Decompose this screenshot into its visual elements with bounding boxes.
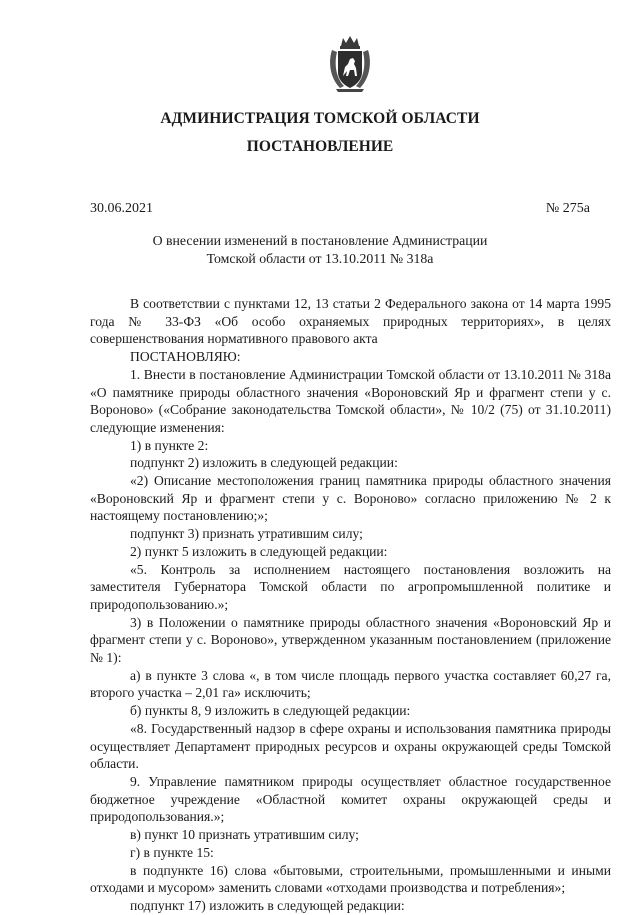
organization-title: АДМИНИСТРАЦИЯ ТОМСКОЙ ОБЛАСТИ — [160, 110, 480, 127]
paragraph: а) в пункте 3 слова «, в том числе площадь первого участка составляет 60,27 га, второго участка – 2,01 га» исключить; — [90, 667, 611, 701]
paragraph: подпункт 17) изложить в следующей редакции: — [130, 897, 405, 913]
paragraph: в подпункте 16) слова «бытовыми, строительными, промышленными и иными отходами и мусором» заменить словами «отходами производства и потребления»; — [90, 862, 611, 896]
paragraph: 9. Управление памятником природы осуществляет областное государственное бюджетное учреждение «Областной комитет охраны окружающей среды и природопользования.»; — [90, 773, 611, 825]
paragraph: 1. Внести в постановление Администрации Томской области от 13.10.2011 № 318а «О памятнике природы областного значения «Вороновский Яр и фрагмент степи у с. Вороново» («Собрание законодательства Томской области», № 10/2 (75) от 31.10.2011) следующие изменения: — [90, 366, 611, 435]
paragraph: «8. Государственный надзор в сфере охраны и использования памятника природы осуществляет Департамент природных ресурсов и охраны окружающей среды Томской области. — [90, 720, 611, 772]
document-number: № 275а — [545, 201, 590, 216]
paragraph: 1) в пункте 2: — [130, 437, 209, 453]
document-body — [90, 295, 611, 915]
paragraph: 2) пункт 5 изложить в следующей редакции: — [130, 543, 388, 559]
document-date: 30.06.2021 — [90, 201, 153, 216]
subject-line-2: Томской области от 13.10.2011 № 318а — [206, 251, 434, 266]
paragraph: г) в пункте 15: — [130, 844, 214, 860]
paragraph: «2) Описание местоположения границ памятника природы областного значения «Вороновский Яр и фрагмент степи у с. Вороново» согласно приложению № 2 к настоящему постановлению;»; — [90, 473, 611, 524]
document-type-title: ПОСТАНОВЛЕНИЕ — [246, 138, 394, 155]
paragraph: подпункт 2) изложить в следующей редакции: — [130, 455, 398, 471]
paragraph: 3) в Положении о памятнике природы областного значения «Вороновский Яр и фрагмент степи у с. Вороново», утвержденном указанным постановлением (приложение № 1): — [90, 614, 611, 666]
paragraph: «5. Контроль за исполнением настоящего постановления возложить на заместителя Губернатора Томской области по агропромышленной политике и природопользованию.»; — [90, 561, 611, 612]
paragraph: В соответствии с пунктами 12, 13 статьи 2 Федерального закона от 14 марта 1995 года № 33-ФЗ «Об особо охраняемых природных территориях», в целях совершенствования нормативного правового акта — [90, 296, 611, 347]
coat-of-arms-icon — [326, 34, 374, 94]
paragraph-resolve: ПОСТАНОВЛЯЮ: — [130, 349, 241, 365]
paragraph: в) пункт 10 признать утратившим силу; — [130, 827, 359, 843]
paragraph: б) пункты 8, 9 изложить в следующей редакции: — [130, 703, 411, 719]
subject-line-1: О внесении изменений в постановление Администрации — [152, 233, 488, 248]
paragraph: подпункт 3) признать утратившим силу; — [130, 526, 363, 542]
document-subject — [0, 232, 640, 268]
